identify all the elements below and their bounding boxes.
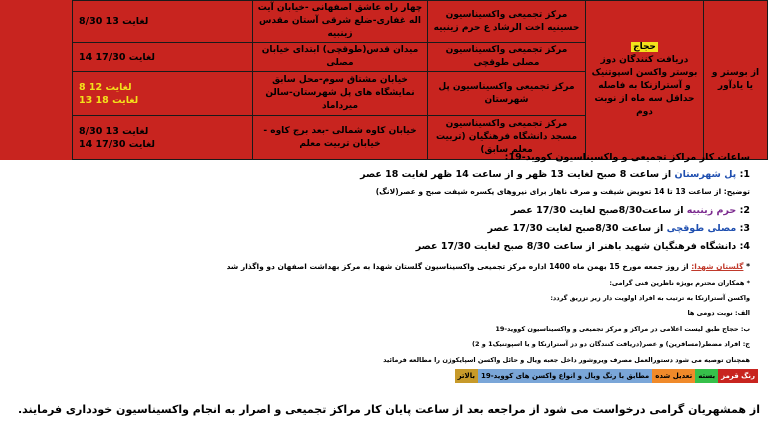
item-text: از ساعت 8/30صبح لغایت 17/30 عصر — [487, 223, 664, 234]
criteria-cell — [586, 1, 704, 160]
note-item-2 — [511, 205, 750, 216]
note-item-1 — [360, 169, 750, 180]
group-cell: از بوستر و یا یادآور — [704, 1, 768, 160]
note-item-3 — [488, 223, 750, 234]
address-cell: چهار راه عاشق اصفهانی -خیابان آیت اله غفاری-ضلع شرقی آستان مقدس زینبیه — [253, 1, 428, 43]
time-text: 13 لغایت 18 — [79, 94, 139, 106]
legend-item: مطابق با رنگ ویال و انواع واکسن های کووید-19 — [478, 369, 652, 383]
item-number: * — [746, 262, 750, 271]
color-legend — [455, 369, 758, 383]
item-text: از ساعت8/30صبح لغایت 17/30 عصر — [511, 205, 684, 216]
item-number: 2: — [739, 205, 750, 216]
legend-item: رنگ قرمز — [718, 369, 758, 383]
center-cell: مرکز تجمیعی واکسیناسیون مصلی طوقچی — [428, 43, 586, 72]
small-note: ج: افراد مضطر(مسافرین) و عصر(دریافت کنندگان دو دز آسترازنکا و یا اسپوتنیک1 و 2) — [472, 340, 750, 348]
time-cell — [73, 116, 253, 160]
small-note: الف: نوبت دومی ها — [687, 309, 750, 317]
item-text: از روز جمعه مورخ 15 بهمن ماه 1400 اداره مرکز تجمیعی واکسیناسیون گلستان شهدا به مرکز بهداشت اصفهان دو واگذار شد — [226, 262, 689, 271]
hajj-badge: حجاج — [633, 42, 656, 52]
item-name: گلستان شهدا: — [691, 262, 744, 271]
item-text: از ساعت 8 صبح لغایت 13 ظهر و از ساعت 14 ظهر لغایت 18 عصر — [360, 169, 672, 180]
time-cell — [73, 1, 253, 43]
criteria-text: دریافت کنندگان دوز بوستر واکسن اسپوتنیک و آسترازنکا به فاصله حداقل سه ماه از نوبت دوم — [591, 55, 698, 117]
time-cell — [73, 43, 253, 72]
address-cell: خیابان مشتاق سوم-محل سابق نمایشگاه های پل شهرستان-سالن میرداماد — [253, 72, 428, 116]
time-text: 8 لغایت 12 — [79, 81, 132, 93]
schedule-table — [0, 0, 768, 160]
legend-item: بالاتر — [455, 369, 478, 383]
legend-item: بسته — [695, 369, 718, 383]
item-number: 1: — [739, 169, 750, 180]
note-item-1-detail: توضیح: از ساعت 13 تا 14 تعویض شیفت و صرف ناهار برای نیروهای یکسره شیفت صبح و عصر(لانگ) — [375, 187, 750, 196]
time-text: 8/30 لغایت 13 — [79, 16, 149, 27]
item-name: پل شهرستان — [674, 169, 737, 180]
time-text: 14 لغایت 17/30 — [79, 51, 155, 63]
table-row — [1, 1, 768, 43]
address-cell: میدان قدس(طوقچی) ابتدای خیابان مصلی — [253, 43, 428, 72]
footer-notice: از همشهریان گرامی درخواست می شود از مراجعه بعد از ساعت پایان کار مراکز تجمیعی و اصرار به انجام واکسیناسیون خودداری فرمایند. — [17, 403, 760, 416]
center-cell: مرکز تجمیعی واکسیناسیون پل شهرستان — [428, 72, 586, 116]
center-cell: مرکز تجمیعی واکسیناسیون مسجد دانشگاه فرهنگیان (تربیت معلم سابق) — [428, 116, 586, 160]
notes-heading: ساعات کار مراکز تجمیعی و واکسیناسیون کووید-19: — [504, 152, 750, 163]
center-cell: مرکز تجمیعی واکسیناسیون حسینیه اخت الرشاد ع حرم زینبیه — [428, 1, 586, 43]
item-name: حرم زینبیه — [686, 205, 737, 216]
time-text: 8/30 لغایت 13 — [79, 125, 149, 137]
address-cell: خیابان کاوه شمالی -بعد برج کاوه - خیابان تربیت معلم — [253, 116, 428, 160]
small-note: همچنان توصیه می شود دستورالعمل مصرف ویروشور داخل جعبه ویال و حائل واکسن اسپایکوژن را مطالعه فرمائید — [383, 356, 750, 364]
small-note: ب: حجاج طبق لیست اعلامی در مراکز و مرکز تجمیعی و واکسیناسیون کووید-19 — [495, 325, 750, 333]
item-number: 3: — [739, 223, 750, 234]
note-item-4: 4: دانشگاه فرهنگیان شهید باهنر از ساعت 8/30 صبح لغایت 17/30 عصر — [415, 241, 750, 252]
small-note: * همکاران محترم بویژه ناظرین فنی گرامی: — [609, 279, 750, 287]
note-item-5 — [227, 262, 750, 271]
time-cell — [73, 72, 253, 116]
legend-item: تعدیل شده — [652, 369, 695, 383]
time-text: 14 لغایت 17/30 — [79, 138, 155, 150]
item-name: مصلی طوقچی — [666, 223, 737, 234]
small-note: واکسن آسترازنکا به ترتیب به افراد اولویت دار زیر تزریق گردد: — [550, 294, 750, 302]
